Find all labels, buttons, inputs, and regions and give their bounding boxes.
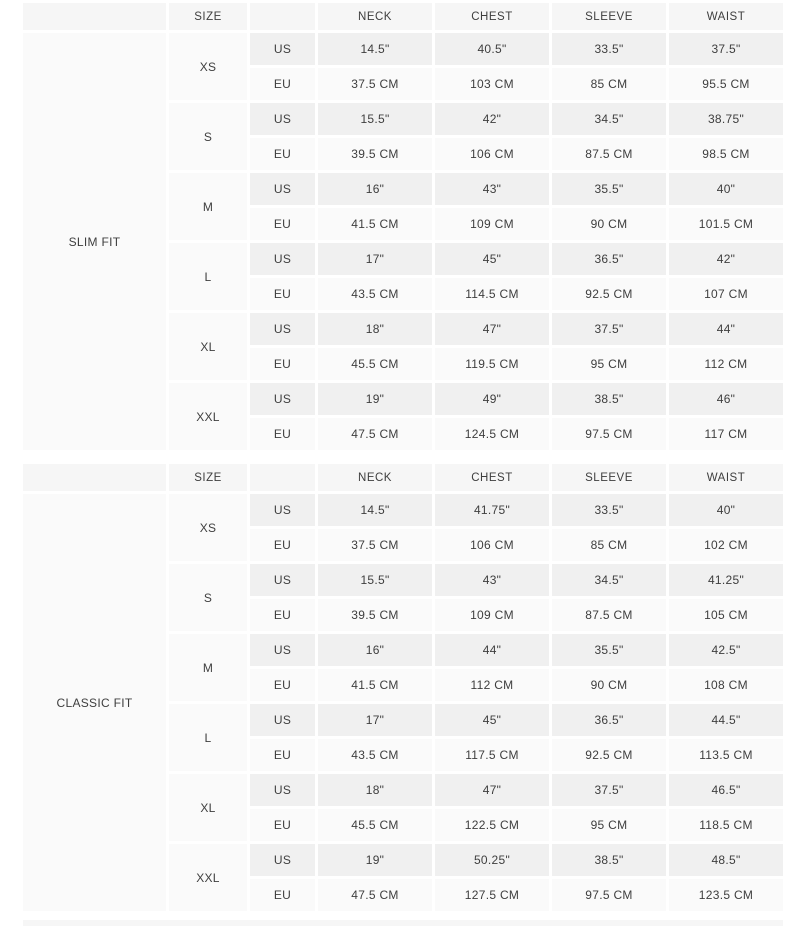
neck-value: 17" [318, 243, 432, 275]
region-label: EU [250, 739, 315, 771]
region-label: EU [250, 68, 315, 100]
waist-value: 117 CM [669, 418, 783, 450]
neck-value: 41.5 CM [318, 669, 432, 701]
fit-label: CLASSIC FIT [23, 494, 166, 911]
waist-value: 46.5" [669, 774, 783, 806]
sleeve-value: 34.5" [552, 564, 666, 596]
neck-value: 45.5 CM [318, 809, 432, 841]
sleeve-value: 37.5" [552, 313, 666, 345]
chest-value: 112 CM [435, 669, 549, 701]
sleeve-value: 34.5" [552, 103, 666, 135]
neck-value: 18" [318, 313, 432, 345]
chest-value: 109 CM [435, 208, 549, 240]
sleeve-value: 85 CM [552, 68, 666, 100]
waist-value: 38.75" [669, 103, 783, 135]
region-label: US [250, 243, 315, 275]
chest-value: 44" [435, 634, 549, 666]
sleeve-value: 85 CM [552, 529, 666, 561]
classic-fit-size-table [20, 461, 785, 914]
neck-value: 14.5" [318, 33, 432, 65]
sleeve-value: 35.5" [552, 634, 666, 666]
classic-fit-xs-us-row [23, 494, 783, 526]
region-label: EU [250, 879, 315, 911]
region-label: US [250, 704, 315, 736]
chest-value: 45" [435, 704, 549, 736]
size-label: M [169, 173, 247, 240]
size-label: XXL [169, 383, 247, 450]
chest-value: 119.5 CM [435, 348, 549, 380]
neck-value: 41.5 CM [318, 208, 432, 240]
waist-value: 107 CM [669, 278, 783, 310]
region-label: US [250, 173, 315, 205]
sleeve-value: 35.5" [552, 173, 666, 205]
next-section-edge [23, 920, 783, 926]
table-gap [20, 453, 783, 461]
chest-value: 103 CM [435, 68, 549, 100]
chest-value: 49" [435, 383, 549, 415]
chest-value: 42" [435, 103, 549, 135]
chest-value: 45" [435, 243, 549, 275]
size-label: L [169, 704, 247, 771]
chest-column-header: CHEST [435, 3, 549, 30]
waist-value: 44.5" [669, 704, 783, 736]
chest-value: 114.5 CM [435, 278, 549, 310]
region-label: EU [250, 809, 315, 841]
region-label: US [250, 383, 315, 415]
sleeve-value: 38.5" [552, 844, 666, 876]
neck-value: 19" [318, 844, 432, 876]
region-label: US [250, 844, 315, 876]
size-label: M [169, 634, 247, 701]
waist-value: 44" [669, 313, 783, 345]
neck-value: 37.5 CM [318, 68, 432, 100]
sleeve-value: 90 CM [552, 669, 666, 701]
waist-value: 112 CM [669, 348, 783, 380]
sleeve-value: 95 CM [552, 809, 666, 841]
fit-column-header [23, 3, 166, 30]
chest-value: 117.5 CM [435, 739, 549, 771]
fit-column-header [23, 464, 166, 491]
region-label: US [250, 564, 315, 596]
waist-value: 101.5 CM [669, 208, 783, 240]
neck-value: 19" [318, 383, 432, 415]
waist-value: 46" [669, 383, 783, 415]
chest-value: 122.5 CM [435, 809, 549, 841]
sleeve-value: 97.5 CM [552, 418, 666, 450]
neck-value: 39.5 CM [318, 138, 432, 170]
chest-value: 109 CM [435, 599, 549, 631]
neck-column-header: NECK [318, 464, 432, 491]
waist-value: 48.5" [669, 844, 783, 876]
chest-value: 41.75" [435, 494, 549, 526]
chest-value: 106 CM [435, 138, 549, 170]
waist-value: 40" [669, 173, 783, 205]
column-header-row [23, 3, 783, 30]
waist-value: 95.5 CM [669, 68, 783, 100]
waist-column-header: WAIST [669, 464, 783, 491]
neck-value: 15.5" [318, 564, 432, 596]
sleeve-value: 33.5" [552, 494, 666, 526]
chest-value: 106 CM [435, 529, 549, 561]
region-label: US [250, 494, 315, 526]
waist-value: 108 CM [669, 669, 783, 701]
region-label: EU [250, 669, 315, 701]
region-label: EU [250, 208, 315, 240]
sleeve-value: 92.5 CM [552, 278, 666, 310]
chest-value: 127.5 CM [435, 879, 549, 911]
sleeve-column-header: SLEEVE [552, 3, 666, 30]
sleeve-value: 90 CM [552, 208, 666, 240]
neck-value: 37.5 CM [318, 529, 432, 561]
region-label: EU [250, 599, 315, 631]
sleeve-column-header: SLEEVE [552, 464, 666, 491]
size-label: XS [169, 33, 247, 100]
sleeve-value: 95 CM [552, 348, 666, 380]
region-label: EU [250, 418, 315, 450]
neck-column-header: NECK [318, 3, 432, 30]
chest-value: 50.25" [435, 844, 549, 876]
waist-value: 40" [669, 494, 783, 526]
waist-value: 41.25" [669, 564, 783, 596]
chest-column-header: CHEST [435, 464, 549, 491]
waist-value: 37.5" [669, 33, 783, 65]
region-label: EU [250, 138, 315, 170]
chest-value: 43" [435, 173, 549, 205]
sleeve-value: 37.5" [552, 774, 666, 806]
region-column-header [250, 464, 315, 491]
sleeve-value: 87.5 CM [552, 138, 666, 170]
chest-value: 43" [435, 564, 549, 596]
sleeve-value: 36.5" [552, 243, 666, 275]
size-label: S [169, 564, 247, 631]
sleeve-value: 38.5" [552, 383, 666, 415]
waist-value: 123.5 CM [669, 879, 783, 911]
region-label: US [250, 313, 315, 345]
region-column-header [250, 3, 315, 30]
size-label: XXL [169, 844, 247, 911]
waist-value: 118.5 CM [669, 809, 783, 841]
neck-value: 47.5 CM [318, 879, 432, 911]
slim-fit-size-table [20, 0, 785, 453]
waist-column-header: WAIST [669, 3, 783, 30]
waist-value: 42" [669, 243, 783, 275]
sleeve-value: 87.5 CM [552, 599, 666, 631]
column-header-row [23, 464, 783, 491]
neck-value: 16" [318, 634, 432, 666]
neck-value: 43.5 CM [318, 278, 432, 310]
neck-value: 15.5" [318, 103, 432, 135]
chest-value: 47" [435, 313, 549, 345]
neck-value: 43.5 CM [318, 739, 432, 771]
sleeve-value: 97.5 CM [552, 879, 666, 911]
waist-value: 42.5" [669, 634, 783, 666]
region-label: US [250, 33, 315, 65]
waist-value: 113.5 CM [669, 739, 783, 771]
slim-fit-xs-us-row [23, 33, 783, 65]
neck-value: 14.5" [318, 494, 432, 526]
size-column-header: SIZE [169, 3, 247, 30]
neck-value: 45.5 CM [318, 348, 432, 380]
size-label: XL [169, 774, 247, 841]
size-label: L [169, 243, 247, 310]
sleeve-value: 92.5 CM [552, 739, 666, 771]
region-label: EU [250, 278, 315, 310]
chest-value: 47" [435, 774, 549, 806]
waist-value: 105 CM [669, 599, 783, 631]
neck-value: 39.5 CM [318, 599, 432, 631]
neck-value: 18" [318, 774, 432, 806]
chest-value: 40.5" [435, 33, 549, 65]
region-label: EU [250, 348, 315, 380]
region-label: US [250, 634, 315, 666]
neck-value: 16" [318, 173, 432, 205]
region-label: US [250, 103, 315, 135]
neck-value: 17" [318, 704, 432, 736]
size-label: S [169, 103, 247, 170]
sleeve-value: 36.5" [552, 704, 666, 736]
region-label: EU [250, 529, 315, 561]
size-label: XS [169, 494, 247, 561]
region-label: US [250, 774, 315, 806]
chest-value: 124.5 CM [435, 418, 549, 450]
sleeve-value: 33.5" [552, 33, 666, 65]
size-label: XL [169, 313, 247, 380]
fit-label: SLIM FIT [23, 33, 166, 450]
neck-value: 47.5 CM [318, 418, 432, 450]
waist-value: 102 CM [669, 529, 783, 561]
size-column-header: SIZE [169, 464, 247, 491]
waist-value: 98.5 CM [669, 138, 783, 170]
